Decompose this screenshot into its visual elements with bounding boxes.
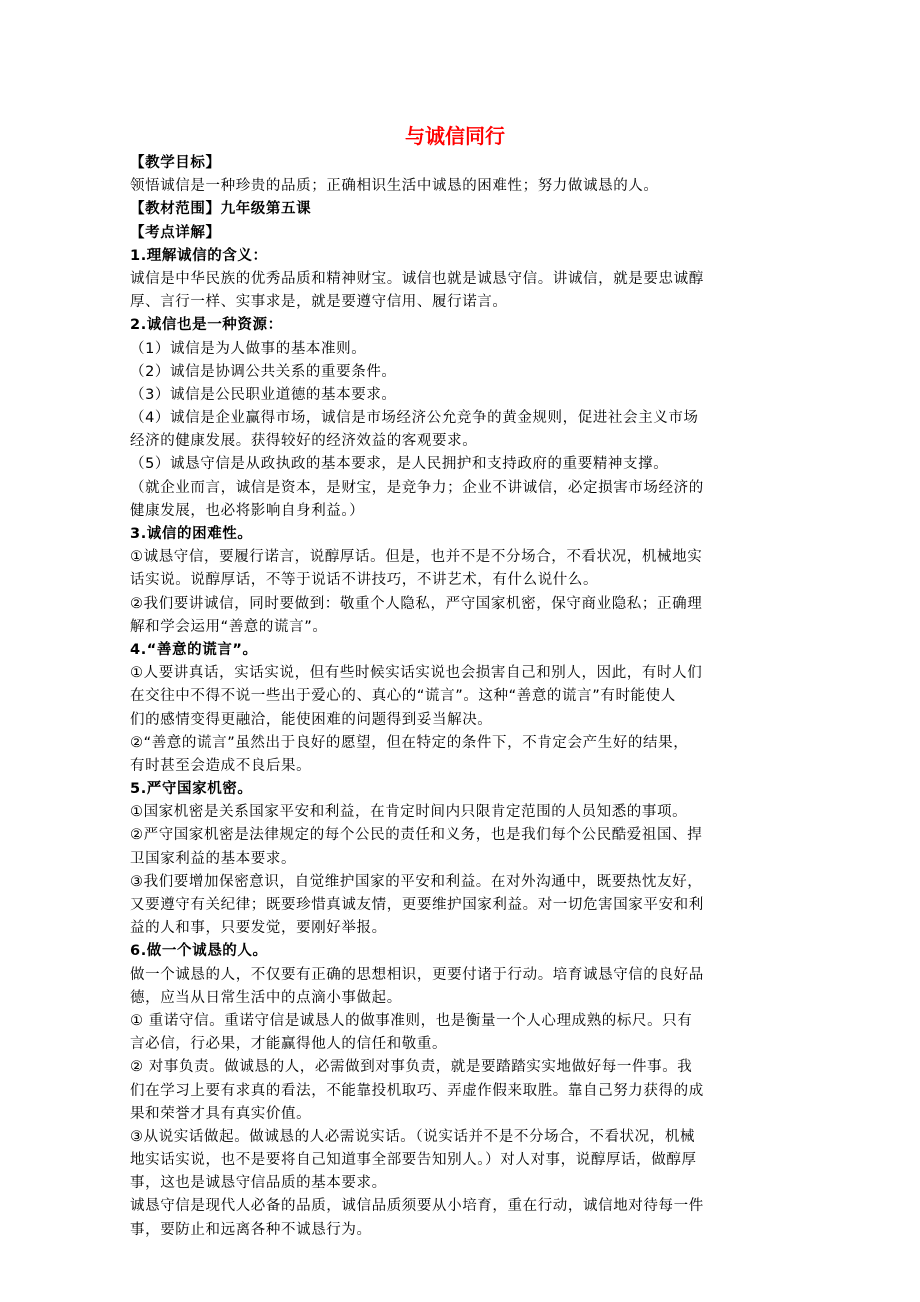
paragraph-line: （2）诚信是协调公共关系的重要条件。: [130, 363, 397, 380]
paragraph-line: （3）诚信是公民职业道德的基本要求。: [130, 386, 397, 403]
paragraph-line: 又要遵守有关纪律；既要珍惜真诚友情，更要维护国家利益。对一切危害国家平安和利: [130, 897, 704, 913]
section-heading: 4.“善意的谎言”。: [130, 641, 258, 658]
section-heading: 【考点详解】: [130, 224, 221, 241]
paragraph-line: ② 对事负责。做诚恳的人，必需做到对事负责，就是要踏踏实实地做好每一件事。我: [130, 1059, 693, 1076]
section-heading: 5.严守国家机密。: [130, 781, 253, 798]
paragraph-line: ③我们要增加保密意识，自觉维护国家的平安和利益。在对外沟通中，既要热忱友好，: [130, 873, 703, 890]
paragraph-line: ②“善意的谎言”虽然出于良好的愿望，但在特定的条件下，不肯定会产生好的结果，: [130, 734, 689, 751]
paragraph-line: 健康发展，也必将影响自身利益。）: [130, 502, 365, 519]
paragraph-line: 领悟诚信是一种珍贵的品质；正确相识生活中诚恳的困难性；努力做诚恳的人。: [130, 178, 659, 195]
paragraph-line: 解和学会运用“善意的谎言”。: [130, 618, 328, 635]
paragraph-line: 做一个诚恳的人，不仅要有正确的思想相识，更要付诸于行动。培育诚恳守信的良好品: [130, 966, 704, 983]
section-heading: 【教学目标】: [130, 155, 221, 171]
paragraph-line: 德，应当从日常生活中的点滴小事做起。: [130, 989, 402, 1006]
paragraph-line: ②严守国家机密是法律规定的每个公民的责任和义务，也是我们每个公民酷爱祖国、捍: [130, 827, 703, 844]
paragraph-line: 厚、言行一样、实事求是，就是要遵守信用、履行诺言。: [130, 294, 508, 311]
paragraph-line: （5）诚恳守信是从政执政的基本要求，是人民拥护和支持政府的重要精神支撑。: [130, 456, 669, 473]
paragraph-line: 言必信，行必果，才能赢得他人的信任和敬重。: [130, 1036, 448, 1053]
paragraph-line: 有时甚至会造成不良后果。: [130, 757, 312, 774]
paragraph-line: 们在学习上要有求真的看法，不能靠投机取巧、弄虚作假来取胜。靠自己努力获得的成: [130, 1082, 704, 1099]
paragraph-line: 事，这也是诚恳守信品质的基本要求。: [130, 1175, 387, 1192]
paragraph-line: 经济的健康发展。获得较好的经济效益的客观要求。: [130, 433, 478, 450]
paragraph-line: 地实话实说，也不是要将自己知道事全部要告知别人。）对人对事，说醇厚话，做醇厚: [130, 1152, 697, 1169]
paragraph-line: （就企业而言，诚信是资本，是财宝，是竞争力；企业不讲诚信，必定损害市场经济的: [130, 479, 704, 496]
paragraph-line: 果和荣誉才具有真实价值。: [130, 1105, 312, 1122]
paragraph-line: ① 重诺守信。重诺守信是诚恳人的做事准则，也是衡量一个人心理成熟的标尺。只有: [130, 1012, 693, 1029]
paragraph-line: （4）诚信是企业赢得市场，诚信是市场经济公允竞争的黄金规则，促进社会主义市场: [130, 410, 699, 427]
section-heading: 6.做一个诚恳的人。: [130, 943, 268, 960]
paragraph-line: 诚信是中华民族的优秀品质和精神财宝。诚信也就是诚恳守信。讲诚信，就是要忠诚醇: [130, 270, 704, 287]
paragraph-line: （1）诚信是为人做事的基本准则。: [130, 340, 367, 357]
paragraph-line: 卫国家利益的基本要求。: [130, 850, 297, 867]
paragraph-line: ③从说实话做起。做诚恳的人必需说实话。（说实话并不是不分场合，不看状况，机械: [130, 1128, 696, 1145]
section-heading: 2.诚信也是一种资源：: [130, 317, 283, 334]
paragraph-line: ①人要讲真话，实话实说，但有些时候实话实说也会损害自己和别人，因此，有时人们: [130, 665, 703, 682]
paragraph-line: 话实说。说醇厚话，不等于说话不讲技巧，不讲艺术，有什么说什么。: [130, 572, 599, 589]
paragraph-line: 诚恳守信是现代人必备的品质，诚信品质须要从小培育，重在行动，诚信地对待每一件: [130, 1198, 704, 1215]
paragraph-line: 在交往中不得不说一些出于爱心的、真心的“谎言”。这种“善意的谎言”有时能使人: [130, 688, 676, 705]
paragraph-line: ①诚恳守信，要履行诺言，说醇厚话。但是，也并不是不分场合，不看状况，机械地实: [130, 549, 703, 566]
paragraph-line: ①国家机密是关系国家平安和利益，在肯定时间内只限肯定范围的人员知悉的事项。: [130, 804, 688, 821]
document-title: 与诚信同行: [405, 124, 505, 148]
section-heading: 1.理解诚信的含义：: [130, 247, 268, 264]
document-page: [130, 120, 790, 1242]
section-heading: 3.诚信的困难性。: [130, 526, 253, 542]
document-body: [130, 152, 790, 1242]
paragraph-line: 益的人和事，只要发觉，要刚好举报。: [130, 920, 387, 937]
section-heading: 【教材范围】九年级第五课: [130, 201, 312, 218]
paragraph-line: 们的感情变得更融洽，能使困难的问题得到妥当解决。: [130, 711, 493, 728]
paragraph-line: ②我们要讲诚信，同时要做到：敬重个人隐私，严守国家机密，保守商业隐私；正确理: [130, 595, 703, 612]
paragraph-line: 事，要防止和远离各种不诚恳行为。: [130, 1221, 372, 1238]
